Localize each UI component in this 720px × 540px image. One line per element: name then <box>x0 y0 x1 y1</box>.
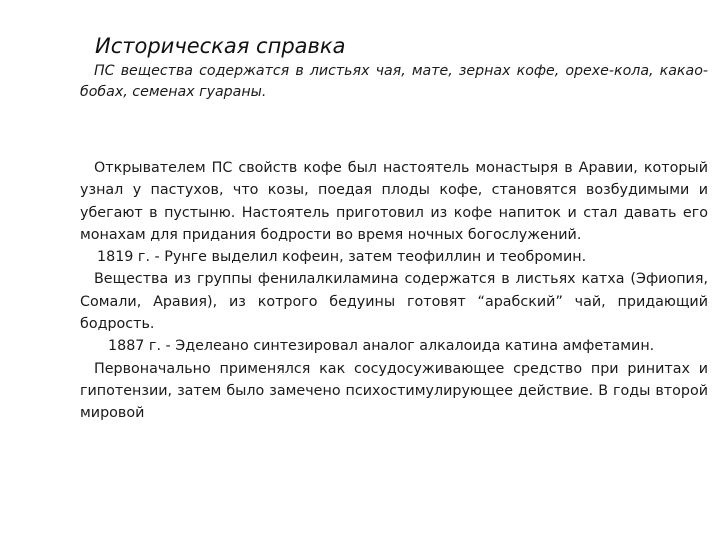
paragraph-initial-use: Первоначально применялся как сосудосуживающее средство при ринитах и гипотензии, затем было замечено психостимулирующее действие. В годы второй мировой <box>80 360 708 422</box>
paragraph-coffee-discovery: Открывателем ПС свойств кофе был настоятель монастыря в Аравии, который узнал у пастухов, что козы, поедая плоды кофе, становятся возбудимыми и убегают в пустыню. Настоятель приготовил из кофе напиток и стал давать его монахам для придания бодрости во время ночных богослужений. <box>80 160 708 243</box>
slide-title: Историческая справка <box>95 34 346 58</box>
paragraph-phenylalkylamine: Вещества из группы фенилалкиламина содержатся в листьях катха (Эфиопия, Сомали, Аравия), из котрого бедуины готовят “арабский” чай, придающий бодрость. <box>80 271 708 333</box>
body-text <box>80 157 708 425</box>
paragraph-runge-1819: 1819 г. - Рунге выделил кофеин, затем теофиллин и теобромин. <box>97 249 587 266</box>
paragraph-edeleano-1887: 1887 г. - Эделеано синтезировал аналог алкалоида катина амфетамин. <box>108 338 655 355</box>
intro-text: ПС вещества содержатся в листьях чая, мате, зернах кофе, орехе-кола, какао-бобах, семенах гуараны. <box>80 63 708 100</box>
